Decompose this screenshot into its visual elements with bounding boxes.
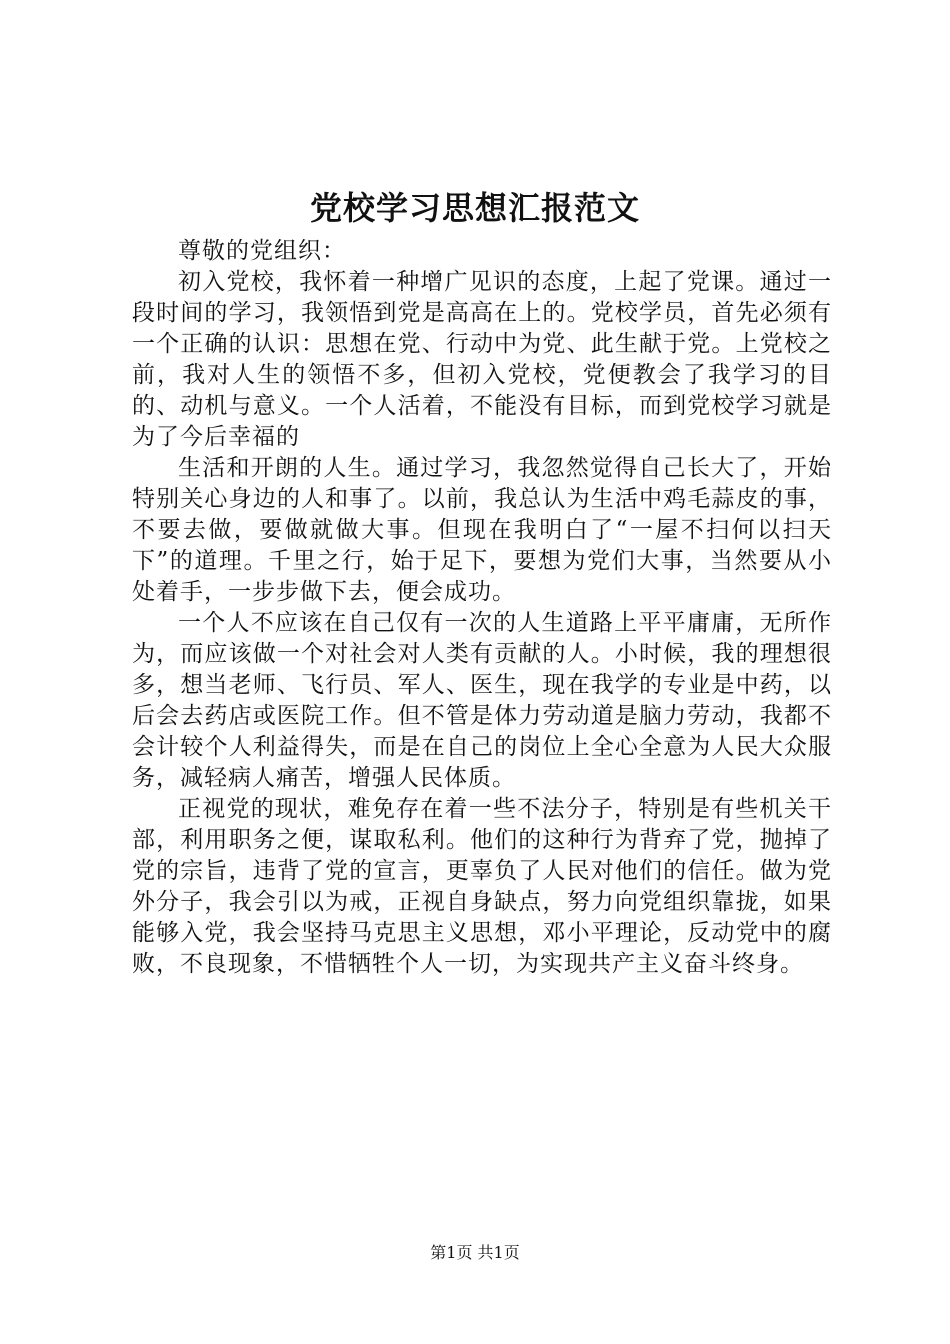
document-title: 党校学习思想汇报范文 [309, 189, 640, 227]
body-paragraph: 正视党的现状，难免存在着一些不法分子，特别是有些机关干部，利用职务之便，谋取私利。他们的这种行为背弃了党，抛掉了党的宗旨，违背了党的宣言，更辜负了人民对他们的信任。做为党外分子，我会引以为戒，正视自身缺点，努力向党组织靠拢，如果能够入党，我会坚持马克思主义思想，邓小平理论，反动党中的腐败，不良现象，不惜牺牲个人一切，为实现共产主义奋斗终身。 [132, 796, 832, 977]
document-body [132, 236, 832, 980]
body-paragraph: 生活和开朗的人生。通过学习，我忽然觉得自己长大了，开始特别关心身边的人和事了。以前，我总认为生活中鸡毛蒜皮的事，不要去做，要做就做大事。但现在我明白了“一屋不扫何以扫天下”的道理。千里之行，始于足下，要想为党们大事，当然要从小处着手，一步步做下去，便会成功。 [132, 455, 832, 605]
page-number-footer: 第1页 共1页 [430, 1243, 520, 1262]
body-paragraph: 初入党校，我怀着一种增广见识的态度，上起了党课。通过一段时间的学习，我领悟到党是高高在上的。党校学员，首先必须有一个正确的认识：思想在党、行动中为党、此生献于党。上党校之前，我对人生的领悟不多，但初入党校，党便教会了我学习的目的、动机与意义。一个人活着，不能没有目标，而到党校学习就是为了今后幸福的 [132, 269, 832, 450]
salutation-paragraph: 尊敬的党组织： [178, 238, 346, 264]
body-paragraph: 一个人不应该在自己仅有一次的人生道路上平平庸庸，无所作为，而应该做一个对社会对人类有贡献的人。小时候，我的理想很多，想当老师、飞行员、军人、医生，现在我学的专业是中药，以后会去药店或医院工作。但不管是体力劳动道是脑力劳动，我都不会计较个人利益得失，而是在自己的岗位上全心全意为人民大众服务，减轻病人痛苦，增强人民体质。 [132, 610, 832, 791]
